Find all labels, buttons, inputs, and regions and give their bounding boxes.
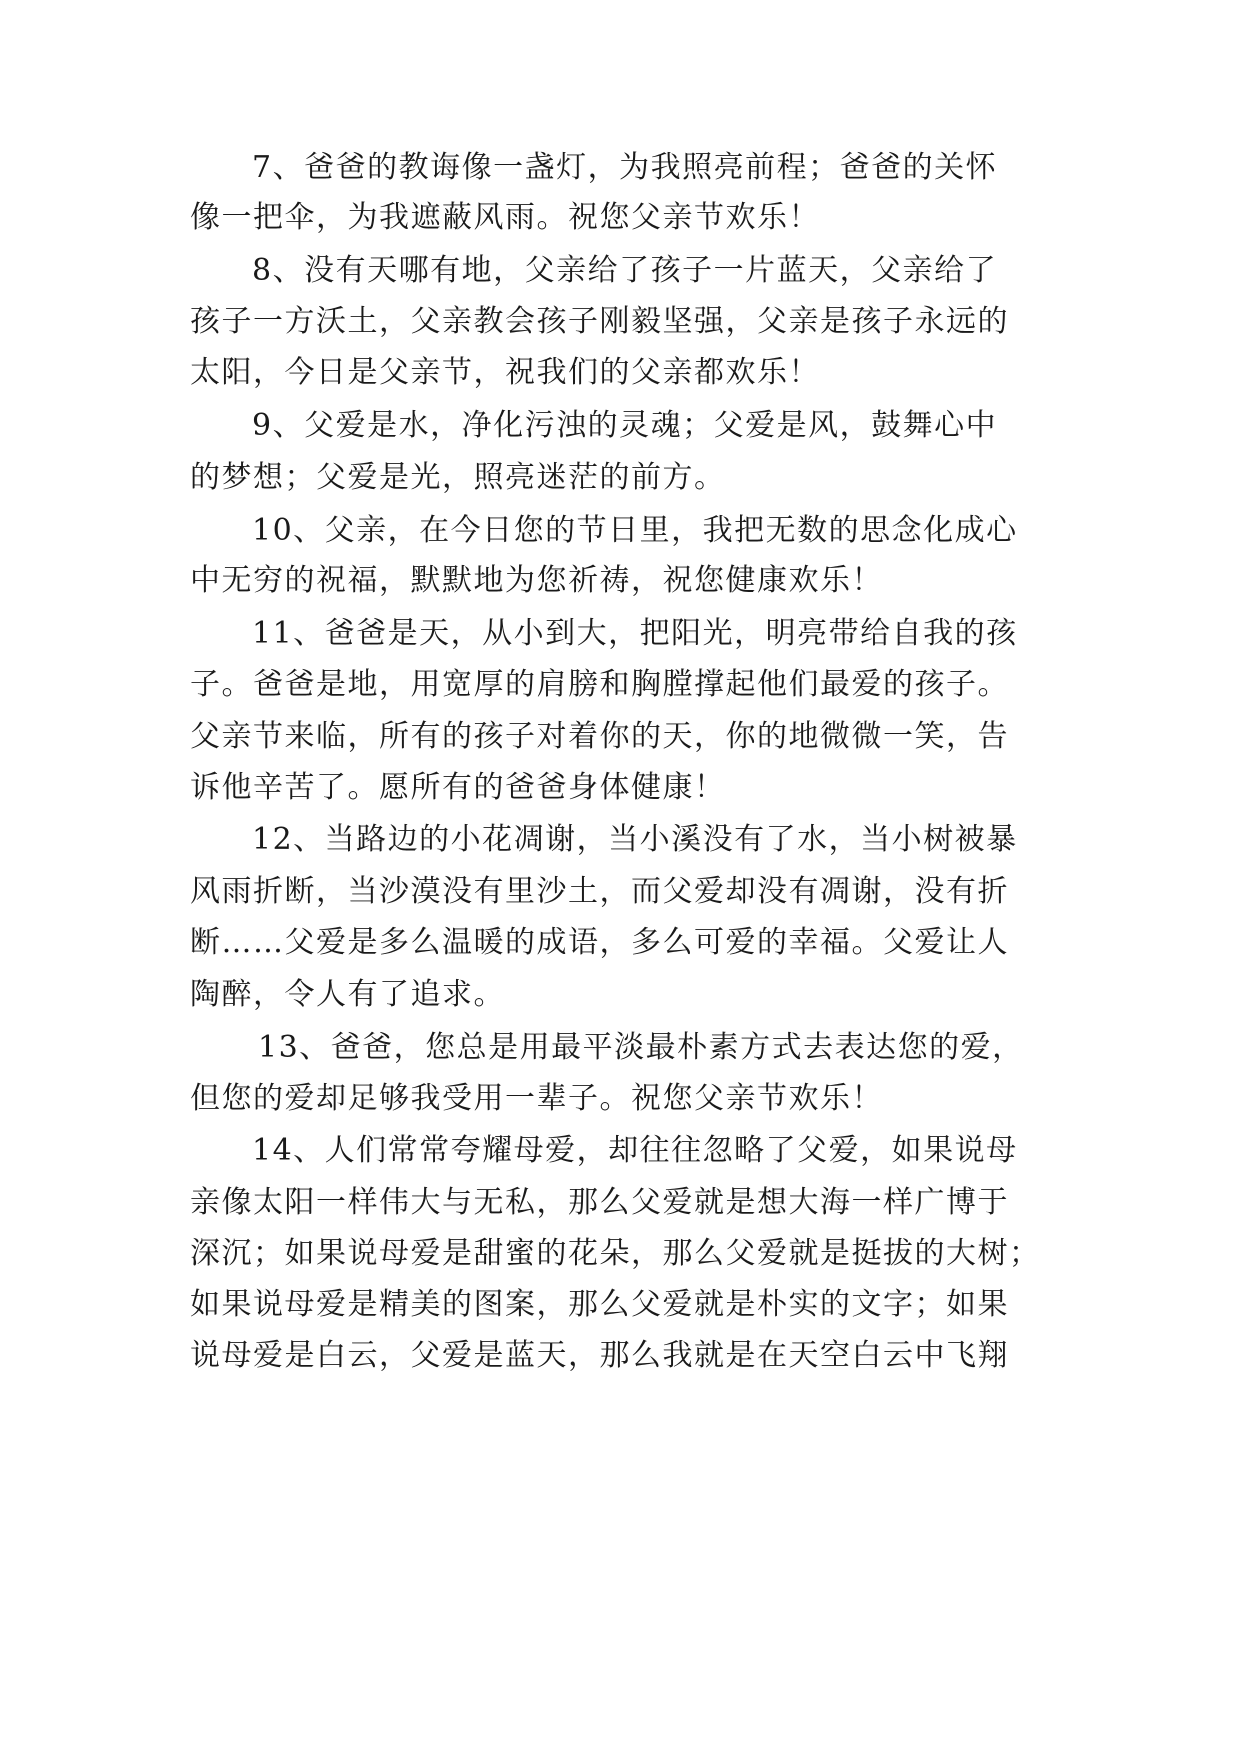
paragraph-14-line-5: 说母爱是白云，父爱是蓝天，那么我就是在天空白云中飞翔 (190, 1338, 1009, 1373)
paragraph-12-line-4: 陶醉，令人有了追求。 (190, 977, 505, 1012)
paragraph-11-line-4: 诉他辛苦了。愿所有的爸爸身体健康！ (190, 770, 726, 805)
paragraph-12-line-1: 12、当路边的小花凋谢，当小溪没有了水，当小树被暴 (252, 822, 1018, 857)
paragraph-10-line-1: 10、父亲，在今日您的节日里，我把无数的思念化成心 (252, 513, 1018, 548)
paragraph-8-line-3: 太阳，今日是父亲节，祝我们的父亲都欢乐！ (190, 355, 820, 390)
paragraph-14-line-1: 14、人们常常夸耀母爱，却往往忽略了父爱，如果说母 (252, 1133, 1018, 1168)
paragraph-7-line-1: 7、爸爸的教诲像一盏灯，为我照亮前程；爸爸的关怀 (252, 150, 998, 185)
paragraph-12-line-3: 断……父爱是多么温暖的成语，多么可爱的幸福。父爱让人 (190, 925, 1009, 960)
paragraph-11-line-3: 父亲节来临，所有的孩子对着你的天，你的地微微一笑，告 (190, 719, 1009, 754)
paragraph-8-line-1: 8、没有天哪有地，父亲给了孩子一片蓝天，父亲给了 (252, 253, 998, 288)
paragraph-14-line-3: 深沉；如果说母爱是甜蜜的花朵，那么父爱就是挺拔的大树； (190, 1236, 1041, 1271)
paragraph-14-line-4: 如果说母爱是精美的图案，那么父爱就是朴实的文字；如果 (190, 1287, 1009, 1322)
paragraph-11-line-2: 子。爸爸是地，用宽厚的肩膀和胸膛撑起他们最爱的孩子。 (190, 667, 1009, 702)
paragraph-13-line-1: 13、爸爸，您总是用最平淡最朴素方式去表达您的爱， (258, 1030, 1024, 1065)
paragraph-14-line-2: 亲像太阳一样伟大与无私，那么父爱就是想大海一样广博于 (190, 1185, 1009, 1220)
paragraph-7-line-2: 像一把伞，为我遮蔽风雨。祝您父亲节欢乐！ (190, 200, 820, 235)
paragraph-12-line-2: 风雨折断，当沙漠没有里沙土，而父爱却没有凋谢，没有折 (190, 874, 1009, 909)
paragraph-9-line-2: 的梦想；父爱是光，照亮迷茫的前方。 (190, 460, 726, 495)
paragraph-10-line-2: 中无穷的祝福，默默地为您祈祷，祝您健康欢乐！ (190, 563, 883, 598)
paragraph-11-line-1: 11、爸爸是天，从小到大，把阳光，明亮带给自我的孩 (252, 616, 1018, 651)
paragraph-9-line-1: 9、父爱是水，净化污浊的灵魂；父爱是风，鼓舞心中 (252, 408, 998, 443)
paragraph-13-line-2: 但您的爱却足够我受用一辈子。祝您父亲节欢乐！ (190, 1081, 883, 1116)
paragraph-8-line-2: 孩子一方沃土，父亲教会孩子刚毅坚强，父亲是孩子永远的 (190, 304, 1009, 339)
